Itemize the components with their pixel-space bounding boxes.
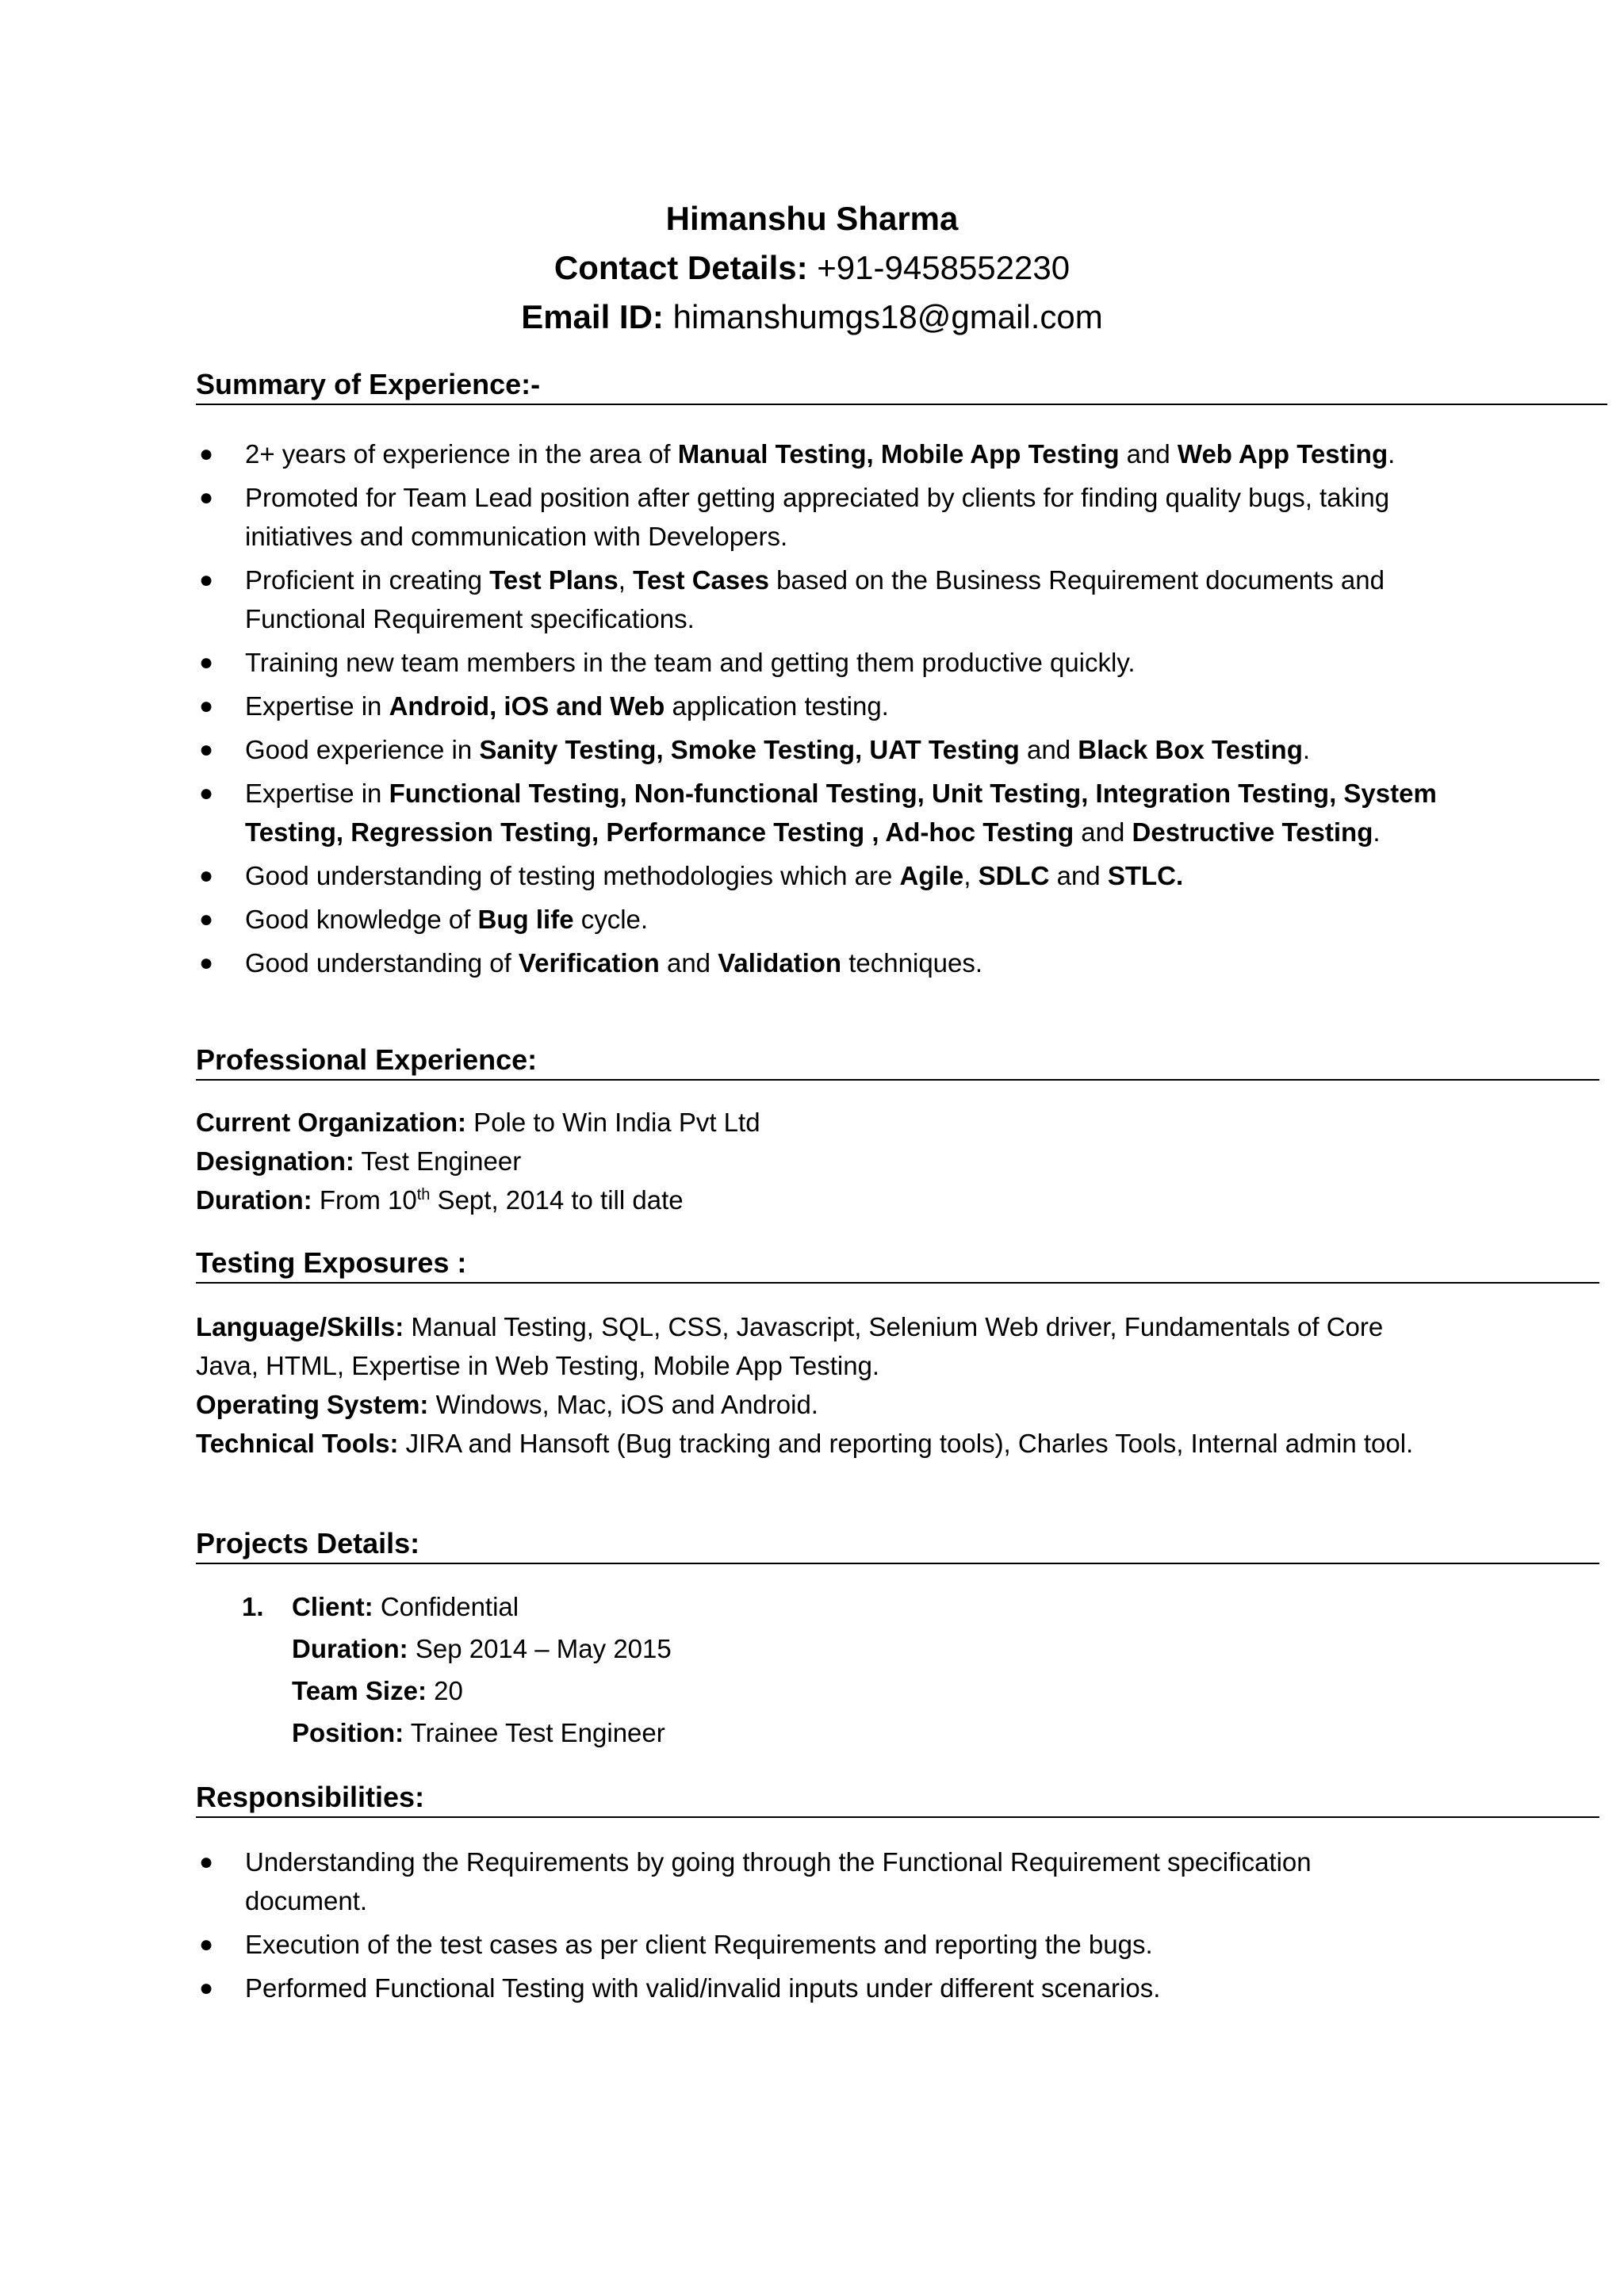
list-item-text: Validation bbox=[718, 948, 842, 978]
bullet-icon: ● bbox=[199, 567, 214, 593]
list-item-text: Performed Functional Testing with valid/invalid inputs under different scenarios. bbox=[245, 1973, 1161, 2003]
list-item-text: Test Plans bbox=[489, 565, 619, 595]
list-item-text: Understanding the Requirements by going through the Functional Requirement specification document. bbox=[245, 1847, 1312, 1915]
list-item-text: application testing. bbox=[665, 691, 889, 721]
bullet-icon: ● bbox=[199, 649, 214, 675]
exposures-details bbox=[196, 1307, 1421, 1463]
list-item-text: Promoted for Team Lead position after getting appreciated by clients for finding quality bugs, taking initiatives and communication with Developers. bbox=[245, 483, 1390, 551]
list-item-text: SDLC bbox=[978, 861, 1050, 890]
project-duration-label: Duration: bbox=[292, 1634, 408, 1663]
list-item-text: Manual Testing, Mobile App Testing bbox=[677, 439, 1120, 469]
list-item-text: , bbox=[963, 861, 979, 890]
email-value: himanshumgs18@gmail.com bbox=[663, 298, 1103, 335]
contact-details bbox=[0, 243, 1624, 293]
list-item-text: Android, iOS and Web bbox=[389, 691, 665, 721]
list-item-text: Good experience in bbox=[245, 735, 480, 764]
list-item bbox=[196, 774, 1449, 851]
list-item-text: cycle. bbox=[573, 905, 649, 934]
position-value: Trainee Test Engineer bbox=[404, 1718, 665, 1747]
list-item-text: Verification bbox=[518, 948, 660, 978]
bullet-icon: ● bbox=[199, 1931, 214, 1957]
responsibilities-title: Responsibilities: bbox=[196, 1780, 1599, 1818]
designation-row bbox=[196, 1142, 1449, 1181]
team-size-row bbox=[242, 1670, 1352, 1712]
organization-row bbox=[196, 1103, 1449, 1142]
team-size-value: 20 bbox=[426, 1676, 463, 1705]
resume-header bbox=[0, 194, 1624, 342]
list-item-text: Execution of the test cases as per client Requirements and reporting the bugs. bbox=[245, 1930, 1153, 1959]
list-item bbox=[196, 943, 1449, 982]
responsibilities-list bbox=[196, 1843, 1401, 2012]
bullet-icon: ● bbox=[199, 950, 214, 976]
duration-superscript: th bbox=[416, 1186, 431, 1203]
project-duration-value: Sep 2014 – May 2015 bbox=[408, 1634, 672, 1663]
list-item-text: and bbox=[1119, 439, 1178, 469]
projects-title: Projects Details: bbox=[196, 1526, 1599, 1564]
list-item bbox=[196, 643, 1449, 682]
contact-value: +91-9458552230 bbox=[807, 249, 1071, 286]
summary-title: Summary of Experience:- bbox=[196, 367, 1607, 405]
list-item-text: Functional Testing, Non-functional Testing, Unit Testing, Integration Testing, System Testing, Regression Testing, Performance Testing , Ad-hoc Testing bbox=[245, 779, 1437, 847]
list-item-text: and bbox=[1049, 861, 1108, 890]
organization-label: Current Organization: bbox=[196, 1108, 467, 1137]
list-item-text: and bbox=[1074, 817, 1132, 847]
professional-details bbox=[196, 1103, 1449, 1219]
list-item bbox=[196, 561, 1449, 638]
list-item bbox=[196, 730, 1449, 769]
list-item-text: Expertise in bbox=[245, 779, 389, 808]
list-item bbox=[196, 1969, 1401, 2007]
bullet-icon: ● bbox=[199, 1849, 214, 1875]
client-value: Confidential bbox=[373, 1592, 519, 1621]
tools-value: JIRA and Hansoft (Bug tracking and reporting tools), Charles Tools, Internal admin tool. bbox=[398, 1429, 1414, 1458]
language-label: Language/Skills: bbox=[196, 1312, 404, 1341]
os-label: Operating System: bbox=[196, 1390, 429, 1419]
list-item-text: Good knowledge of bbox=[245, 905, 478, 934]
os-row bbox=[196, 1385, 1421, 1424]
bullet-icon: ● bbox=[199, 863, 214, 889]
list-item bbox=[196, 1843, 1401, 1920]
os-value: Windows, Mac, iOS and Android. bbox=[428, 1390, 818, 1419]
exposures-title: Testing Exposures : bbox=[196, 1246, 1599, 1284]
list-item-text: Sanity Testing, Smoke Testing, UAT Testing bbox=[479, 735, 1020, 764]
organization-value: Pole to Win India Pvt Ltd bbox=[466, 1108, 760, 1137]
list-item-text: . bbox=[1302, 735, 1311, 764]
designation-label: Designation: bbox=[196, 1146, 354, 1176]
bullet-icon: ● bbox=[199, 906, 214, 932]
list-item-text: . bbox=[1388, 439, 1396, 469]
professional-title: Professional Experience: bbox=[196, 1043, 1599, 1081]
email-label: Email ID: bbox=[521, 298, 664, 335]
list-item-text: based on the Business Requirement documents and Functional Requirement specifications. bbox=[245, 565, 1385, 633]
bullet-icon: ● bbox=[199, 484, 214, 511]
duration-prefix: From 10 bbox=[312, 1185, 417, 1215]
list-item-text: Bug life bbox=[477, 905, 574, 934]
bullet-icon: ● bbox=[199, 441, 214, 467]
list-item-text: Agile bbox=[899, 861, 964, 890]
list-item-text: Web App Testing bbox=[1177, 439, 1388, 469]
list-item bbox=[196, 856, 1449, 895]
language-row bbox=[196, 1307, 1421, 1385]
list-item-text: Expertise in bbox=[245, 691, 389, 721]
contact-label: Contact Details: bbox=[553, 249, 808, 286]
duration-suffix: Sept, 2014 to till date bbox=[430, 1185, 684, 1215]
position-label: Position: bbox=[292, 1718, 404, 1747]
list-item bbox=[196, 687, 1449, 725]
project-number: 1. bbox=[242, 1592, 264, 1621]
list-item-text: . bbox=[1373, 817, 1381, 847]
tools-row bbox=[196, 1424, 1421, 1463]
bullet-icon: ● bbox=[199, 780, 214, 806]
list-item bbox=[196, 434, 1449, 473]
list-item-text: Good understanding of bbox=[245, 948, 519, 978]
list-item-text: Training new team members in the team and getting them productive quickly. bbox=[245, 648, 1136, 677]
tools-label: Technical Tools: bbox=[196, 1429, 399, 1458]
list-item-text: Proficient in creating bbox=[245, 565, 490, 595]
duration-row bbox=[196, 1181, 1449, 1219]
list-item-text: and bbox=[659, 948, 718, 978]
bullet-icon: ● bbox=[199, 737, 214, 763]
list-item-text: Black Box Testing bbox=[1078, 735, 1303, 764]
bullet-icon: ● bbox=[199, 693, 214, 719]
list-item-text: , bbox=[618, 565, 634, 595]
project-item bbox=[242, 1586, 1352, 1754]
duration-label: Duration: bbox=[196, 1185, 312, 1215]
client-row bbox=[242, 1586, 1352, 1628]
list-item bbox=[196, 478, 1449, 556]
list-item-text: STLC. bbox=[1107, 861, 1184, 890]
list-item bbox=[196, 1925, 1401, 1964]
team-size-label: Team Size: bbox=[292, 1676, 427, 1705]
list-item-text: 2+ years of experience in the area of bbox=[245, 439, 678, 469]
email-details bbox=[0, 293, 1624, 342]
client-label: Client: bbox=[292, 1592, 373, 1621]
list-item bbox=[196, 900, 1449, 939]
language-value: Manual Testing, SQL, CSS, Javascript, Selenium Web driver, Fundamentals of Core Java, HTML, Expertise in Web Testing, Mobile App Testing. bbox=[196, 1312, 1384, 1380]
summary-list bbox=[196, 434, 1449, 987]
designation-value: Test Engineer bbox=[354, 1146, 522, 1176]
candidate-name: Himanshu Sharma bbox=[665, 200, 959, 237]
project-duration-row bbox=[242, 1628, 1352, 1670]
list-item-text: Destructive Testing bbox=[1132, 817, 1373, 847]
list-item-text: Good understanding of testing methodologies which are bbox=[245, 861, 900, 890]
list-item-text: techniques. bbox=[841, 948, 983, 978]
list-item-text: and bbox=[1019, 735, 1078, 764]
position-row bbox=[242, 1712, 1352, 1754]
bullet-icon: ● bbox=[199, 1975, 214, 2001]
list-item-text: Test Cases bbox=[633, 565, 769, 595]
